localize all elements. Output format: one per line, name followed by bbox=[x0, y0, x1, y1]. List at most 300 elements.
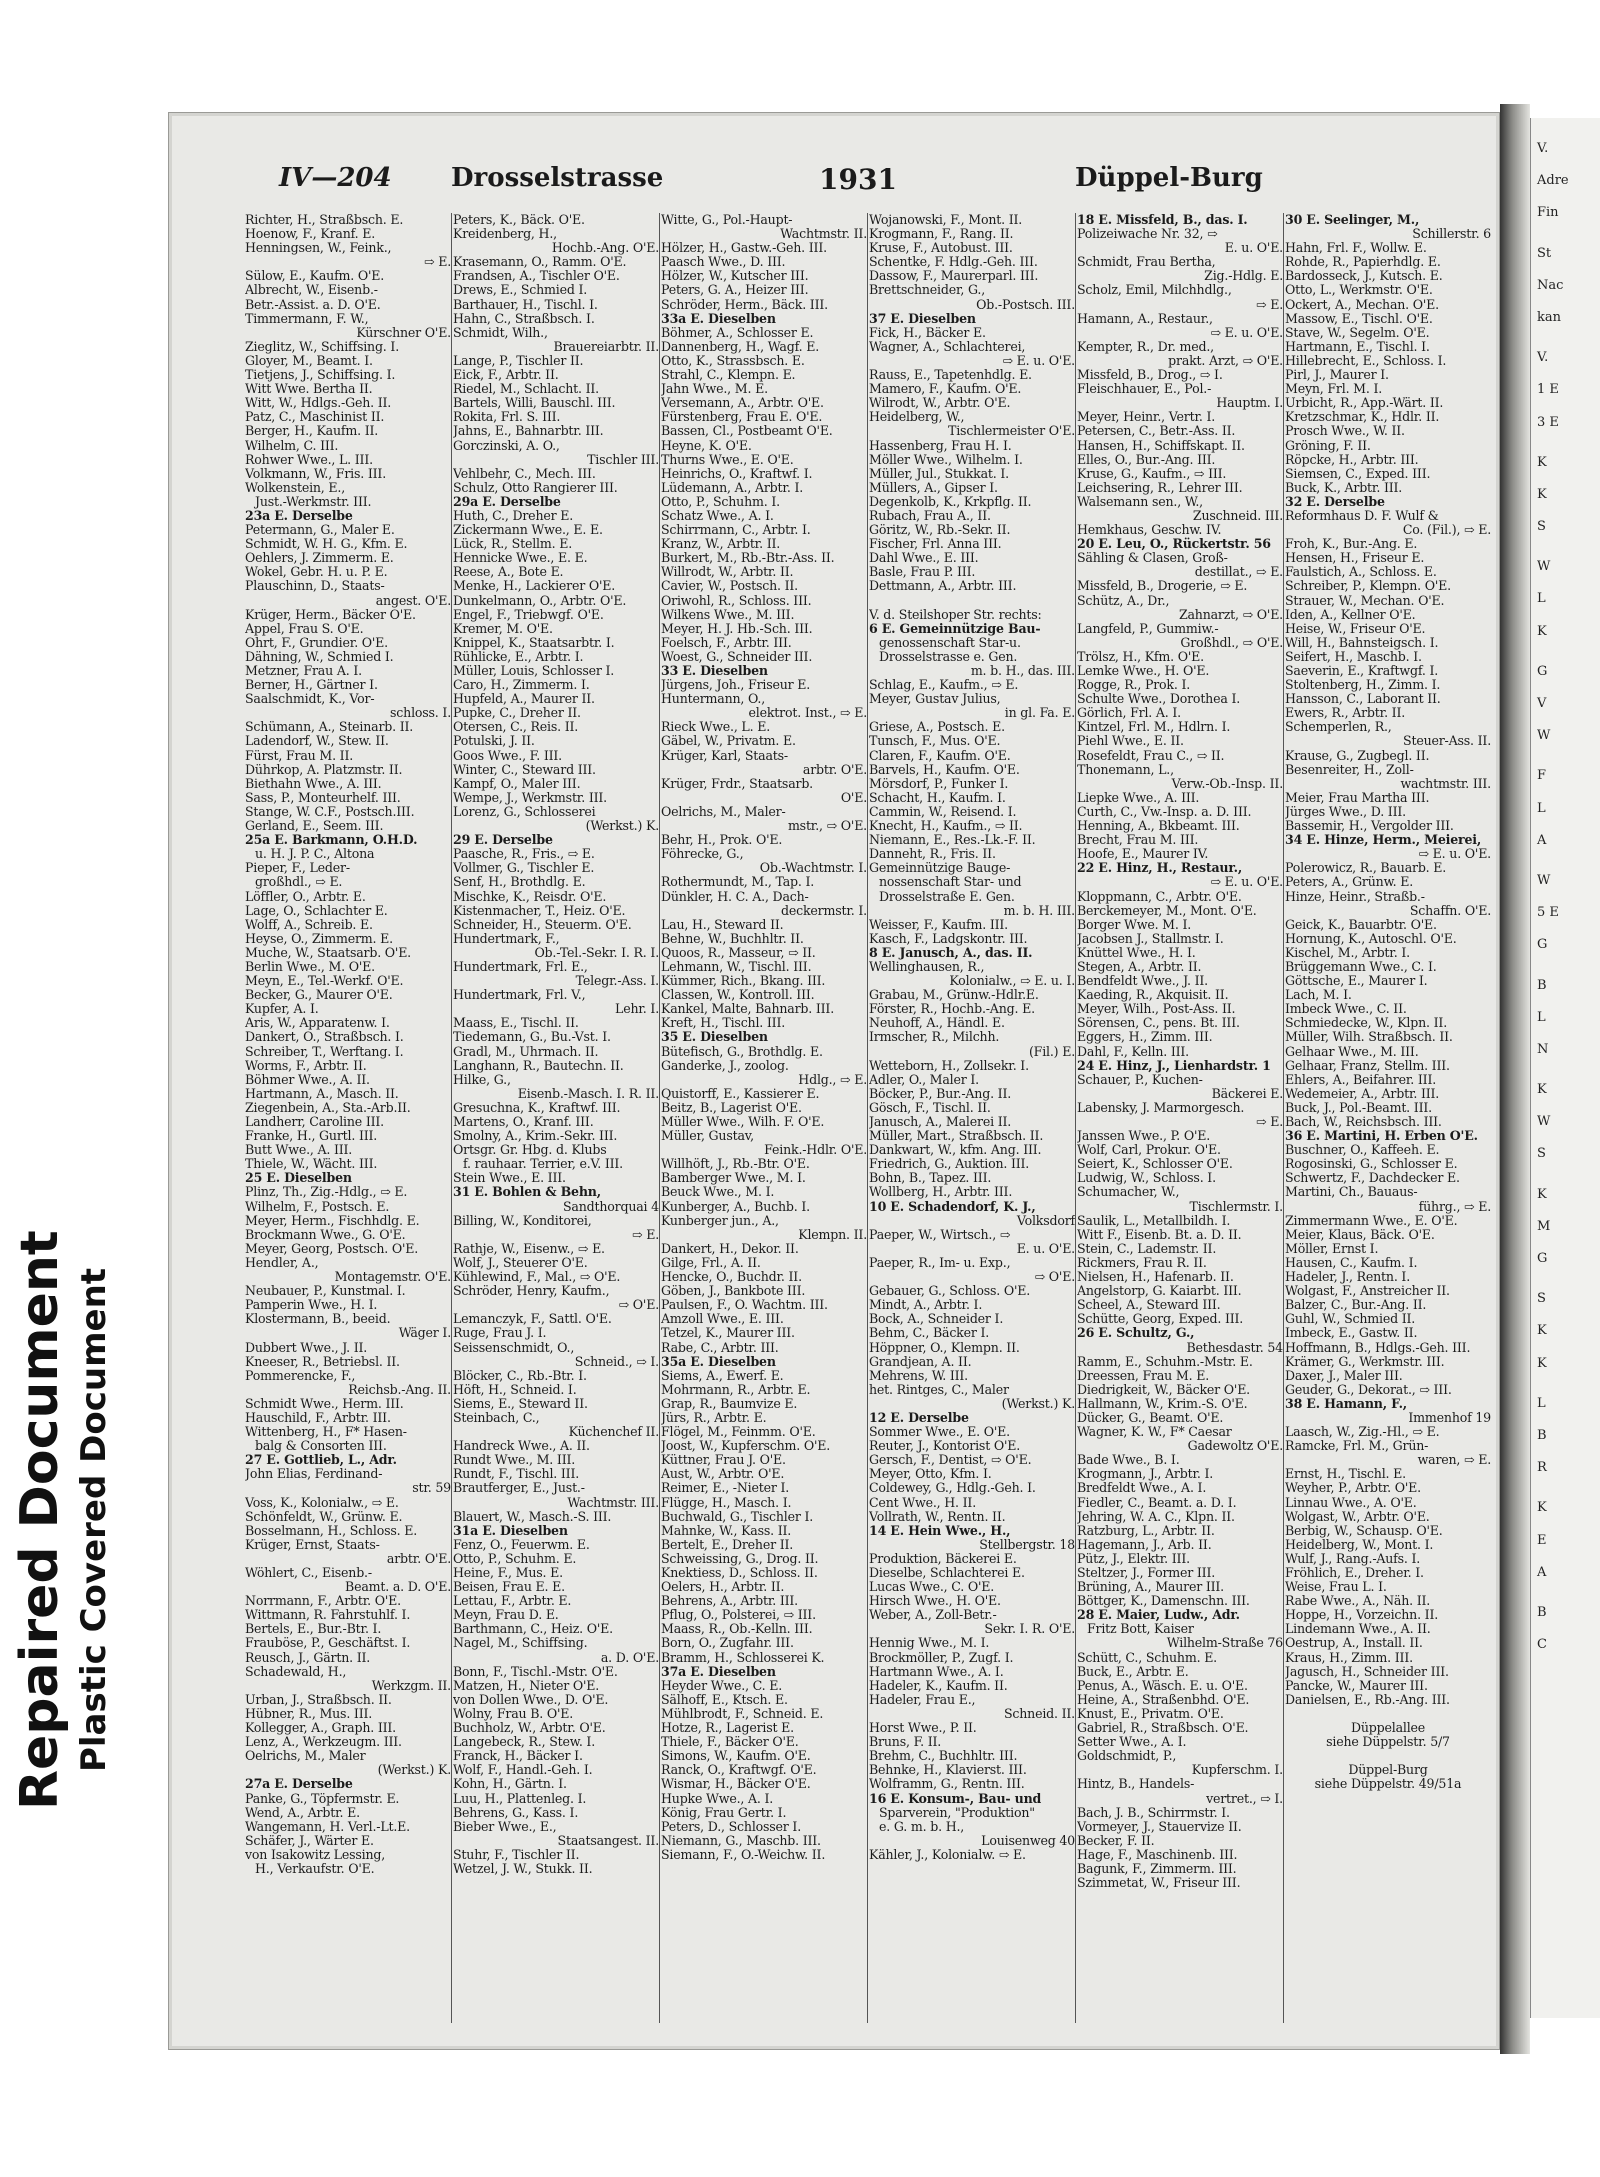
resident-entry: Neuhoff, A., Händl. E. bbox=[869, 1016, 1005, 1031]
resident-entry: het. Rintges, C., Maler bbox=[869, 1382, 1009, 1397]
resident-entry: Wolf, F., Handl.-Geh. I. bbox=[453, 1763, 593, 1778]
resident-entry: Basle, Frau P. III. bbox=[869, 565, 976, 580]
resident-entry: Stellbergstr. 18 bbox=[979, 1537, 1075, 1552]
resident-entry: Kasch, F., Ladgskontr. III. bbox=[869, 931, 1028, 946]
resident-entry: Diedrigkeit, W., Bäcker O'E. bbox=[1077, 1382, 1250, 1397]
resident-entry: Weisser, F., Kaufm. III. bbox=[869, 917, 1008, 932]
resident-entry: Kollegger, A., Graph. III. bbox=[245, 1721, 396, 1736]
resident-entry: Lange, P., Tischler II. bbox=[453, 353, 584, 368]
resident-entry: Dähning, W., Schmied I. bbox=[245, 649, 394, 664]
resident-entry: Hensen, H., Friseur E. bbox=[1285, 551, 1425, 566]
resident-entry: führg., ⇨ E. bbox=[1418, 1199, 1491, 1214]
house-number-entry: 12 E. Derselbe bbox=[869, 1410, 969, 1425]
resident-entry: Röpcke, H., Arbtr. III. bbox=[1285, 452, 1419, 467]
resident-entry: Hdlg., ⇨ E. bbox=[798, 1072, 867, 1087]
column-divider bbox=[1283, 213, 1284, 2023]
resident-entry: Seiert, K., Schlosser O'E. bbox=[1077, 1157, 1233, 1172]
resident-entry: Heise, W., Friseur O'E. bbox=[1285, 621, 1426, 636]
resident-entry: John Elias, Ferdinand- bbox=[245, 1467, 383, 1482]
resident-entry: mstr., ⇨ O'E. bbox=[787, 819, 867, 834]
house-number-entry: 34 E. Hinze, Herm., Meierei, bbox=[1285, 833, 1482, 848]
resident-entry: Ob.-Wachtmstr. I. bbox=[759, 861, 867, 876]
resident-entry: Stein Wwe., E. III. bbox=[453, 1171, 566, 1186]
adjacent-page-fragment: W bbox=[1537, 728, 1551, 744]
resident-entry: Hadeler, J., Rentn. I. bbox=[1285, 1270, 1411, 1285]
resident-entry: Winter, C., Steward III. bbox=[453, 762, 596, 777]
resident-entry: Hornung, K., Autoschl. O'E. bbox=[1285, 931, 1457, 946]
resident-entry: Becker, G., Maurer O'E. bbox=[245, 988, 393, 1003]
resident-entry: Oehlers, J. Zimmerm. E. bbox=[245, 551, 394, 566]
resident-entry: Wilhelm, F., Postsch. E. bbox=[245, 1199, 390, 1214]
resident-entry: Thiele, W., Wächt. III. bbox=[245, 1157, 378, 1172]
resident-entry: arbtr. O'E. bbox=[386, 1551, 451, 1566]
resident-entry: Steuer-Ass. II. bbox=[1403, 734, 1491, 749]
adjacent-page-fragment: R bbox=[1537, 1460, 1547, 1476]
resident-entry: Drosselstraße E. Gen. bbox=[879, 889, 1015, 904]
resident-entry: Buck, E., Arbtr. E. bbox=[1077, 1664, 1189, 1679]
resident-entry: Fröhlich, E., Dreher. I. bbox=[1285, 1566, 1424, 1580]
resident-entry: Franck, H., Bäcker I. bbox=[453, 1749, 583, 1764]
resident-entry: Danielsen, E., Rb.-Ang. III. bbox=[1285, 1692, 1450, 1707]
resident-entry: Bassemir, H., Vergolder III. bbox=[1285, 819, 1454, 834]
resident-entry: Fiedler, C., Beamt. a. D. I. bbox=[1077, 1495, 1237, 1510]
resident-entry: vertret., ⇨ I. bbox=[1206, 1791, 1283, 1806]
resident-entry: Werkzgm. II. bbox=[371, 1678, 451, 1693]
resident-entry: Schatz Wwe., A. I. bbox=[661, 508, 774, 523]
resident-entry: Meyer, Otto, Kfm. I. bbox=[869, 1467, 992, 1482]
resident-entry: Thonemann, L., bbox=[1077, 762, 1174, 777]
column-4 bbox=[869, 213, 1075, 2033]
resident-entry: Pamperin Wwe., H. I. bbox=[245, 1298, 378, 1313]
resident-entry: Bieber Wwe., E., bbox=[453, 1819, 557, 1834]
resident-entry: Otto, L., Werkmstr. O'E. bbox=[1285, 283, 1433, 298]
resident-entry: großhdl., ⇨ E. bbox=[255, 875, 343, 890]
resident-entry: Hauschild, F., Arbtr. III. bbox=[245, 1410, 391, 1425]
resident-entry: Dubbert Wwe., J. II. bbox=[245, 1340, 368, 1355]
resident-entry: Rosefeldt, Frau C., ⇨ II. bbox=[1077, 748, 1225, 763]
resident-entry: Gilge, Frl., A. II. bbox=[661, 1255, 761, 1270]
resident-entry: Schulz, Otto Rangierer III. bbox=[453, 480, 618, 495]
adjacent-page-fragment: S bbox=[1537, 1291, 1546, 1307]
resident-entry: Ewers, R., Arbtr. II. bbox=[1285, 706, 1406, 721]
resident-entry: Wetteborn, H., Zollsekr. I. bbox=[869, 1058, 1029, 1073]
resident-entry: Heyne, K. O'E. bbox=[661, 438, 752, 453]
resident-entry: Pieper, F., Leder- bbox=[245, 861, 350, 876]
resident-entry: Bade Wwe., B. I. bbox=[1077, 1453, 1180, 1468]
resident-entry: Schröder, Henry, Kaufm., bbox=[453, 1284, 610, 1299]
house-number-entry: 31 E. Bohlen & Behn, bbox=[453, 1185, 601, 1200]
resident-entry: Prosch Wwe., W. II. bbox=[1285, 424, 1405, 439]
resident-entry: Heyse, O., Zimmerm. E. bbox=[245, 931, 393, 946]
resident-entry: Paeper, W., Wirtsch., ⇨ bbox=[869, 1227, 1011, 1242]
resident-entry: Lach, M. I. bbox=[1285, 988, 1352, 1003]
resident-entry: Stegen, A., Arbtr. II. bbox=[1077, 959, 1202, 974]
column-1 bbox=[245, 213, 451, 2033]
resident-entry: Meyer, H. J. Hb.-Sch. III. bbox=[661, 621, 813, 636]
resident-entry: Plauschinn, D., Staats- bbox=[245, 579, 385, 594]
resident-entry: Jahn Wwe., M. E. bbox=[661, 382, 768, 397]
resident-entry: Elles, O., Bur.-Ang. III. bbox=[1077, 452, 1216, 467]
resident-entry: Schwertz, F., Dachdecker E. bbox=[1285, 1171, 1460, 1186]
resident-entry: Vormeyer, J., Stauervize II. bbox=[1077, 1819, 1242, 1834]
resident-entry: Behne, W., Buchhltr. II. bbox=[661, 931, 804, 946]
resident-entry: Hamann, A., Restaur., bbox=[1077, 311, 1213, 326]
house-number-entry: 32 E. Derselbe bbox=[1285, 494, 1385, 509]
resident-entry: siehe Düppelstr. 49/51a bbox=[1314, 1777, 1462, 1792]
resident-entry: Riedel, M., Schlacht. II. bbox=[453, 382, 599, 397]
resident-entry: Frandsen, A., Tischler O'E. bbox=[453, 269, 620, 284]
resident-entry: Jürges Wwe., D. III. bbox=[1285, 804, 1406, 819]
adjacent-page-fragment: F bbox=[1537, 768, 1547, 784]
adjacent-page-fragment: V. bbox=[1537, 350, 1549, 366]
column-divider bbox=[659, 213, 660, 2023]
resident-entry: Schauer, P., Kuchen- bbox=[1077, 1072, 1203, 1087]
resident-entry: Hotze, R., Lagerist E. bbox=[661, 1721, 794, 1736]
resident-entry: schloss. I. bbox=[390, 706, 451, 721]
resident-entry: Linnau Wwe., A. O'E. bbox=[1285, 1495, 1417, 1510]
adjacent-page-fragment: K bbox=[1537, 1355, 1547, 1371]
resident-entry: Bertels, E., Bur.-Btr. I. bbox=[245, 1622, 382, 1637]
adjacent-page-fragment: V. bbox=[1537, 141, 1549, 156]
resident-entry: Zuschneid. III. bbox=[1192, 508, 1283, 523]
resident-entry: Krüger, Herm., Bäcker O'E. bbox=[245, 607, 416, 622]
resident-entry: Hoppe, H., Vorzeichn. II. bbox=[1285, 1608, 1439, 1623]
resident-entry: Leichsering, R., Lehrer III. bbox=[1077, 480, 1243, 495]
resident-entry: Hübner, R., Mus. III. bbox=[245, 1706, 373, 1721]
resident-entry: Krämer, G., Werkmstr. III. bbox=[1285, 1354, 1445, 1369]
resident-entry: Kürschner O'E. bbox=[356, 325, 451, 340]
resident-entry: Schulte Wwe., Dorothea I. bbox=[1077, 692, 1241, 707]
resident-entry: Beamt. a. D. O'E. bbox=[345, 1580, 451, 1595]
resident-entry: Handreck Wwe., A. II. bbox=[453, 1439, 590, 1454]
resident-entry: Saulik, L., Metallbildh. I. bbox=[1077, 1213, 1231, 1228]
resident-entry: Dankwart, W., kfm. Ang. III. bbox=[869, 1143, 1042, 1158]
resident-entry: Nagel, M., Schiffsing. bbox=[453, 1636, 588, 1651]
resident-entry: Ladendorf, W., Stew. II. bbox=[245, 734, 389, 749]
resident-entry: Kranz, W., Arbtr. II. bbox=[661, 537, 781, 552]
resident-entry: Will, H., Bahnsteigsch. I. bbox=[1285, 635, 1439, 650]
resident-entry: Maass, R., Ob.-Kelln. III. bbox=[661, 1622, 813, 1637]
resident-entry: Berger, H., Kaufm. II. bbox=[245, 424, 379, 439]
resident-entry: Fleischhauer, E., Pol.- bbox=[1077, 382, 1212, 397]
resident-entry: Tunsch, F., Mus. O'E. bbox=[869, 734, 1001, 749]
resident-entry: Löffler, O., Arbtr. E. bbox=[245, 889, 366, 904]
column-3 bbox=[661, 213, 867, 2033]
resident-entry: Wagner, K. W., F* Caesar bbox=[1077, 1425, 1232, 1440]
resident-entry: Böhmer, A., Schlosser E. bbox=[661, 325, 814, 340]
resident-entry: Mehrens, W. III. bbox=[869, 1368, 968, 1383]
resident-entry: Wittenberg, H., F* Hasen- bbox=[245, 1425, 407, 1440]
resident-entry: Jacobsen J., Stallmstr. I. bbox=[1077, 931, 1224, 946]
resident-entry: Dahl Wwe., E. III. bbox=[869, 551, 979, 566]
resident-entry: str. 59 bbox=[412, 1481, 451, 1496]
resident-entry: Coldewey, G., Hdlg.-Geh. I. bbox=[869, 1481, 1036, 1496]
resident-entry: Rathje, W., Eisenw., ⇨ E. bbox=[453, 1241, 605, 1256]
resident-entry: Hage, F., Maschinenb. III. bbox=[1077, 1847, 1238, 1862]
resident-entry: Hansson, C., Laborant II. bbox=[1285, 692, 1441, 707]
resident-entry: Paulsen, F., O. Wachtm. III. bbox=[661, 1298, 828, 1313]
adjacent-page-fragment: L bbox=[1537, 800, 1546, 816]
resident-entry: Hadeler, K., Kaufm. II. bbox=[869, 1678, 1008, 1693]
resident-entry: Mischke, K., Reisdr. O'E. bbox=[453, 889, 607, 904]
resident-entry: Woest, G., Schneider III. bbox=[661, 649, 813, 664]
resident-entry: Lemanczyk, F., Sattl. O'E. bbox=[453, 1312, 612, 1327]
resident-entry: Kupfer, A. I. bbox=[245, 1002, 319, 1017]
resident-entry: Brautferger, E., Just.- bbox=[453, 1481, 585, 1496]
resident-entry: Setter Wwe., A. I. bbox=[1077, 1735, 1187, 1750]
resident-entry: e. G. m. b. H., bbox=[879, 1819, 965, 1834]
column-divider bbox=[1075, 213, 1076, 2023]
resident-entry: Hoofe, E., Maurer IV. bbox=[1077, 847, 1209, 862]
resident-entry: ⇨ E. u. O'E. bbox=[1002, 353, 1075, 368]
resident-entry: Foelsch, F., Arbtr. III. bbox=[661, 635, 792, 650]
resident-entry: Becker, F. II. bbox=[1077, 1833, 1155, 1848]
resident-entry: Rokita, Frl. S. III. bbox=[453, 410, 561, 425]
resident-entry: Ramcke, Frl. M., Grün- bbox=[1285, 1439, 1429, 1454]
adjacent-page-fragment: K bbox=[1537, 1082, 1547, 1098]
column-2 bbox=[453, 213, 659, 2033]
resident-entry: Berbig, W., Schausp. O'E. bbox=[1285, 1523, 1443, 1538]
resident-entry: Petermann, G., Maler E. bbox=[245, 523, 395, 538]
resident-entry: Paeper, R., Im- u. Exp., bbox=[869, 1255, 1011, 1270]
resident-entry: Ratzburg, L., Arbtr. II. bbox=[1077, 1523, 1215, 1538]
resident-entry: Sparverein, "Produktion" bbox=[879, 1805, 1035, 1820]
resident-entry: Hansen, H., Schiffskapt. II. bbox=[1077, 438, 1245, 453]
house-number-entry: 6 E. Gemeinnützige Bau- bbox=[869, 621, 1041, 636]
resident-entry: Peters, K., Bäck. O'E. bbox=[453, 213, 585, 227]
adjacent-page-fragment: L bbox=[1537, 1009, 1546, 1025]
resident-entry: Cent Wwe., H. II. bbox=[869, 1495, 976, 1510]
resident-entry: Hartmann Wwe., A. I. bbox=[869, 1664, 1004, 1679]
resident-entry: Tischlermeister O'E. bbox=[948, 424, 1075, 439]
resident-entry: Griese, A., Postsch. E. bbox=[869, 720, 1005, 735]
resident-entry: Rauss, E., Tapetenhdlg. E. bbox=[869, 368, 1032, 383]
adjacent-page-fragment: K bbox=[1537, 454, 1547, 470]
adjacent-page-fragment: A bbox=[1537, 832, 1547, 848]
resident-entry: Hillebrecht, E., Schloss. I. bbox=[1285, 353, 1447, 368]
resident-entry: Hauptm. I. bbox=[1216, 396, 1283, 411]
resident-entry bbox=[1285, 1707, 1491, 1721]
resident-entry: Knüttel Wwe., H. I. bbox=[1077, 945, 1196, 960]
resident-entry: Dücker, G., Beamt. O'E. bbox=[1077, 1410, 1224, 1425]
resident-entry: Amzoll Wwe., E. III. bbox=[661, 1312, 784, 1327]
resident-entry: Wulf, J., Rang.-Aufs. I. bbox=[1285, 1551, 1421, 1566]
resident-entry: Kampf, O., Maler III. bbox=[453, 776, 581, 791]
resident-entry: Jehring, W. A. C., Klpn. II. bbox=[1077, 1509, 1235, 1524]
resident-entry: Wolny, Frau B. O'E. bbox=[453, 1706, 574, 1721]
resident-entry: Luu, H., Plattenleg. I. bbox=[453, 1791, 587, 1806]
resident-entry: Mörsdorf, P., Funker I. bbox=[869, 776, 1009, 791]
resident-entry: Reusch, J., Gärtn. II. bbox=[245, 1650, 371, 1665]
resident-entry: Wokel, Gebr. H. u. P. E. bbox=[245, 565, 388, 580]
resident-entry: Rabe, C., Arbtr. III. bbox=[661, 1340, 779, 1355]
house-number-entry: 25a E. Barkmann, O.H.D. bbox=[245, 833, 418, 848]
resident-entry: Ziegenbein, A., Sta.-Arb.II. bbox=[245, 1100, 411, 1115]
resident-entry: Schäfer, J., Wärter E. bbox=[245, 1833, 374, 1848]
resident-entry: Drews, E., Schmied I. bbox=[453, 283, 588, 298]
resident-entry: Fritz Bott, Kaiser bbox=[1087, 1622, 1194, 1637]
resident-entry: Hennig Wwe., M. I. bbox=[869, 1636, 990, 1651]
resident-entry: Böhmer Wwe., A. II. bbox=[245, 1072, 370, 1087]
house-number-entry: 20 E. Leu, O., Rückertstr. 56 bbox=[1077, 537, 1271, 552]
adjacent-page-fragment: Nac bbox=[1537, 277, 1564, 293]
resident-entry: Grap, R., Baumvize E. bbox=[661, 1396, 798, 1411]
resident-entry: E. u. O'E. bbox=[1016, 1241, 1075, 1256]
resident-entry: Janssen Wwe., P. O'E. bbox=[1077, 1129, 1211, 1144]
resident-entry: Hassenberg, Frau H. I. bbox=[869, 438, 1012, 453]
resident-entry: Stange, W. C.F., Postsch.III. bbox=[245, 804, 415, 819]
resident-entry: Balzer, C., Bur.-Ang. II. bbox=[1285, 1298, 1427, 1313]
adjacent-page-fragment: 5 E bbox=[1537, 905, 1559, 921]
adjacent-page-fragment: W bbox=[1537, 559, 1551, 575]
resident-entry: Imbeck, E., Gastw. II. bbox=[1285, 1326, 1418, 1341]
resident-entry: von Isakowitz Lessing, bbox=[245, 1847, 386, 1862]
resident-entry: Hennicke Wwe., E. E. bbox=[453, 551, 588, 566]
resident-entry: Labensky, J. Marmorgesch. bbox=[1077, 1100, 1245, 1115]
adjacent-page-fragment: L bbox=[1537, 591, 1546, 607]
resident-entry: Dassow, F., Maurerparl. III. bbox=[869, 269, 1039, 284]
house-number-entry: 27 E. Gottlieb, L., Adr. bbox=[245, 1453, 397, 1468]
resident-entry: Billing, W., Konditorei, bbox=[453, 1213, 592, 1228]
resident-entry: Möller Wwe., Wilhelm. I. bbox=[869, 452, 1023, 467]
resident-entry: Lemke Wwe., H. O'E. bbox=[1077, 664, 1210, 678]
resident-entry: Schütz, A., Dr., bbox=[1077, 593, 1170, 608]
resident-entry: Reese, A., Bote E. bbox=[453, 565, 564, 580]
resident-entry: Langebeck, R., Stew. I. bbox=[453, 1735, 596, 1750]
resident-entry: Saalschmidt, K., Vor- bbox=[245, 692, 375, 707]
resident-entry: Worms, F., Arbtr. II. bbox=[245, 1058, 367, 1073]
resident-entry: Goos Wwe., F. III. bbox=[453, 748, 562, 763]
resident-entry: Laasch, W., Zig.-Hl., ⇨ E. bbox=[1285, 1425, 1440, 1440]
column-divider bbox=[867, 213, 868, 2023]
resident-entry: König, Frau Gertr. I. bbox=[661, 1805, 787, 1820]
resident-entry: Tischlermstr. I. bbox=[1189, 1199, 1283, 1214]
resident-entry: Voss, K., Kolonialw., ⇨ E. bbox=[245, 1495, 399, 1510]
house-number-entry: 29 E. Derselbe bbox=[453, 833, 553, 848]
resident-entry: Gadewoltz O'E. bbox=[1187, 1439, 1283, 1454]
resident-entry: angest. O'E. bbox=[375, 593, 451, 608]
resident-entry: Albrecht, W., Eisenb.- bbox=[245, 283, 378, 298]
resident-entry: Scheel, A., Steward III. bbox=[1077, 1298, 1221, 1313]
resident-entry: Klostermann, B., beeid. bbox=[245, 1312, 391, 1327]
resident-entry: Ludwig, W., Schloss. I. bbox=[1077, 1171, 1216, 1186]
house-number-entry: 18 E. Missfeld, B., das. I. bbox=[1077, 213, 1248, 227]
resident-entry: Huntermann, O., bbox=[661, 692, 766, 707]
resident-entry: Missfeld, B., Drogerie, ⇨ E. bbox=[1077, 579, 1248, 594]
resident-entry: Oelers, H., Arbtr. II. bbox=[661, 1580, 785, 1595]
resident-entry: Tiedemann, G., Bu.-Vst. I. bbox=[453, 1030, 611, 1045]
resident-entry: Norrmann, F., Arbtr. O'E. bbox=[245, 1594, 401, 1609]
resident-entry: Meyer, Georg, Postsch. O'E. bbox=[245, 1241, 419, 1256]
resident-entry: Sülow, E., Kaufm. O'E. bbox=[245, 269, 385, 284]
resident-entry: Flügge, H., Masch. I. bbox=[661, 1495, 792, 1510]
resident-entry: Steinbach, C., bbox=[453, 1410, 540, 1425]
resident-entry: Gösch, F., Tischl. II. bbox=[869, 1100, 991, 1115]
resident-entry: Engel, F., Triebwgf. O'E. bbox=[453, 607, 604, 622]
resident-entry: Just.-Werkmstr. III. bbox=[255, 494, 372, 509]
resident-entry: Bohn, B., Tapez. III. bbox=[869, 1171, 992, 1186]
resident-entry: Berlin Wwe., M. O'E. bbox=[245, 959, 375, 974]
resident-entry: Martini, Ch., Bauaus- bbox=[1285, 1185, 1418, 1200]
resident-entry: Brauereiarbtr. II. bbox=[553, 339, 659, 354]
resident-entry: Wolkenstein, E., bbox=[245, 480, 346, 495]
resident-entry: Rogosinski, G., Schlosser E. bbox=[1285, 1157, 1458, 1172]
resident-entry: Müller, Gustav, bbox=[661, 1129, 754, 1144]
resident-entry: deckermstr. I. bbox=[781, 903, 867, 918]
resident-entry: Bagunk, F., Zimmerm. III. bbox=[1077, 1861, 1237, 1876]
resident-entry: Bock, A., Schneider I. bbox=[869, 1312, 1004, 1327]
adjacent-page-fragment: 3 E bbox=[1537, 414, 1559, 430]
resident-entry: Niemann, G., Maschb. III. bbox=[661, 1833, 821, 1848]
adjacent-page-fragment: kan bbox=[1537, 309, 1562, 325]
resident-entry: Montagemstr. O'E. bbox=[334, 1270, 451, 1285]
resident-entry: Buck, J., Pol.-Beamt. III. bbox=[1285, 1100, 1432, 1115]
resident-entry: Bach, J. B., Schirrmstr. I. bbox=[1077, 1805, 1230, 1820]
resident-entry: Sass, P., Monteurhelf. III. bbox=[245, 790, 401, 805]
resident-entry: Pflug, O., Polsterei, ⇨ III. bbox=[661, 1608, 816, 1623]
resident-entry: Wolff, A., Schreib. E. bbox=[245, 917, 373, 932]
resident-entry: Ehlers, A., Beifahrer. III. bbox=[1285, 1072, 1437, 1087]
resident-entry: Eggers, H., Zimm. III. bbox=[1077, 1030, 1213, 1045]
resident-entry: Siems, E., Steward II. bbox=[453, 1396, 588, 1411]
resident-entry: Cammin, W., Reisend. I. bbox=[869, 804, 1017, 819]
resident-entry: Göritz, W., Rb.-Sekr. II. bbox=[869, 523, 1011, 538]
adjacent-page-edge bbox=[1530, 118, 1600, 2018]
resident-entry: Beitz, B., Lagerist O'E. bbox=[661, 1100, 802, 1115]
resident-entry: Zig.-Hdlg. E. bbox=[1204, 269, 1283, 284]
resident-entry: Wangemann, H. Verl.-Lt.E. bbox=[245, 1819, 410, 1834]
resident-entry: Ernst, H., Tischl. E. bbox=[1285, 1467, 1406, 1482]
resident-entry: Berckemeyer, M., Mont. O'E. bbox=[1077, 903, 1257, 918]
resident-entry: Peters, G. A., Heizer III. bbox=[661, 283, 809, 298]
resident-entry: Zieglitz, W., Schiffsing. I. bbox=[245, 339, 399, 354]
resident-entry: Gorczinski, A. O., bbox=[453, 438, 560, 453]
resident-entry: Bäckerei E. bbox=[1211, 1086, 1283, 1101]
resident-entry: Schacht, H., Kaufm. I. bbox=[869, 790, 1006, 805]
resident-entry: Ob.-Tel.-Sekr. I. R. I. bbox=[534, 945, 659, 960]
resident-entry: Mühlbrodt, F., Schneid. E. bbox=[661, 1706, 824, 1721]
resident-entry: Schadewald, H., bbox=[245, 1664, 347, 1679]
resident-entry: Saeverin, E., Kraftwgf. I. bbox=[1285, 664, 1439, 678]
resident-entry: Bonn, F., Tischl.-Mstr. O'E. bbox=[453, 1664, 618, 1679]
house-number-entry: 22 E. Hinz, H., Restaur., bbox=[1077, 861, 1243, 876]
resident-entry: Beuck Wwe., M. I. bbox=[661, 1185, 775, 1200]
resident-entry: Gloyer, M., Beamt. I. bbox=[245, 353, 373, 368]
resident-entry: Paasche, R., Fris., ⇨ E. bbox=[453, 847, 595, 862]
resident-entry: Schütt, C., Schuhm. E. bbox=[1077, 1650, 1217, 1665]
resident-entry: Bamberger Wwe., M. I. bbox=[661, 1171, 806, 1186]
resident-entry: Dührkop, A. Platzmstr. II. bbox=[245, 762, 403, 777]
resident-entry: Classen, W., Kontroll. III. bbox=[661, 988, 815, 1003]
resident-entry: Frauböse, P., Geschäftst. I. bbox=[245, 1636, 411, 1651]
resident-entry: Schreiber, T., Werftang. I. bbox=[245, 1044, 404, 1059]
resident-entry: Lage, O., Schlachter E. bbox=[245, 903, 388, 918]
column-6 bbox=[1285, 213, 1491, 2033]
resident-entry: Schumacher, W., bbox=[1077, 1185, 1180, 1200]
resident-entry: Steltzer, J., Former III. bbox=[1077, 1566, 1216, 1580]
resident-entry: Hupke Wwe., A. I. bbox=[661, 1791, 774, 1806]
resident-entry: Willhöft, J., Rb.-Btr. O'E. bbox=[661, 1157, 810, 1172]
resident-entry: Wilhelm, C. III. bbox=[245, 438, 339, 453]
resident-entry: (Werkst.) K. bbox=[1001, 1396, 1075, 1411]
resident-entry: Schmiedecke, W., Klpn. II. bbox=[1285, 1016, 1447, 1031]
resident-entry: Kistenmacher, T., Heiz. O'E. bbox=[453, 903, 626, 918]
resident-entry: Peters, D., Schlosser I. bbox=[661, 1819, 802, 1834]
directory-columns bbox=[245, 213, 1491, 2033]
resident-entry: Wellinghausen, R., bbox=[869, 959, 985, 974]
resident-entry: Wismar, H., Bäcker O'E. bbox=[661, 1777, 811, 1792]
resident-entry: Behrens, A., Arbtr. III. bbox=[661, 1594, 798, 1609]
